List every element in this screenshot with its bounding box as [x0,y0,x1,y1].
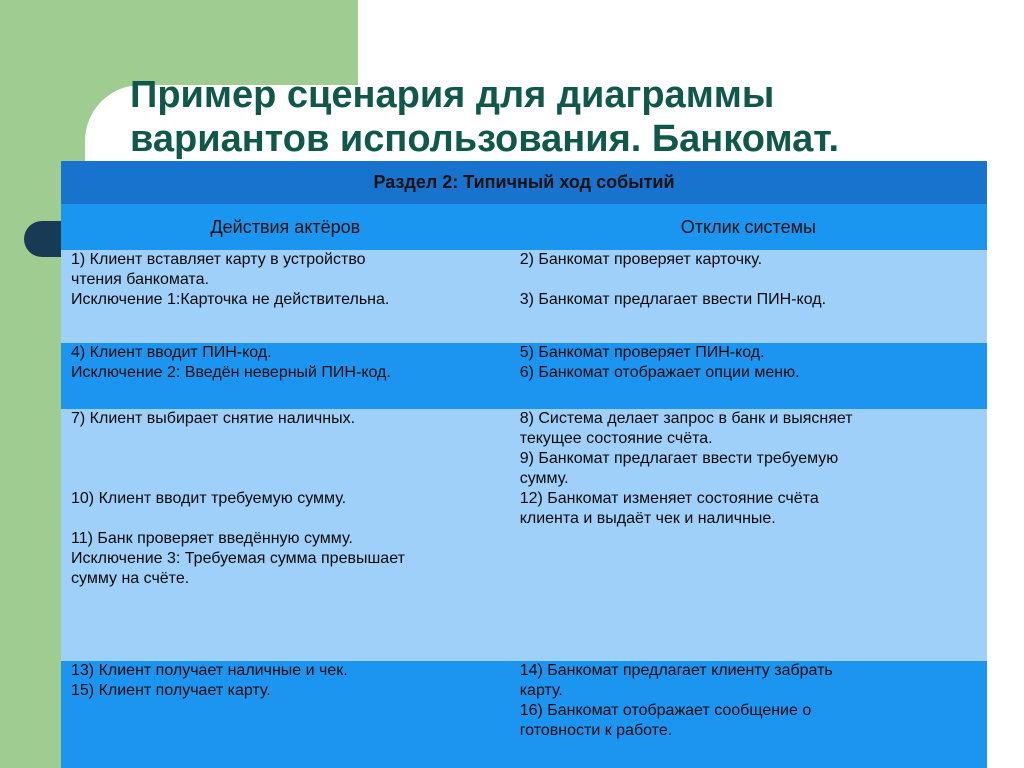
table-row [61,661,987,768]
table-row [61,250,987,343]
actor-action-cell: 4) Клиент вводит ПИН-код. Исключение 2: Введён неверный ПИН-код. [61,343,510,409]
system-response-cell: 14) Банкомат предлагает клиенту забрать карту. 16) Банкомат отображает сообщение о готовности к работе. [510,661,987,768]
column-header-actor-actions: Действия актёров [61,204,510,250]
actor-action-cell: 13) Клиент получает наличные и чек. 15) Клиент получает карту. [61,661,510,768]
actor-action-cell: 7) Клиент выбирает снятие наличных. 10) Клиент вводит требуемую сумму. 11) Банк проверяет введённую сумму. Исключение 3: Требуемая сумма превышает сумму на счёте. [61,409,510,661]
table-section-header-row [61,161,987,204]
column-header-system-response: Отклик системы [510,204,987,250]
table-row [61,409,987,661]
system-response-cell: 8) Система делает запрос в банк и выясняет текущее состояние счёта. 9) Банкомат предлагает ввести требуемую сумму. 12) Банкомат изменяет состояние счёта клиента и выдаёт чек и наличные. [510,409,987,661]
slide-title: Пример сценария для диаграммы вариантов использования. Банкомат. [130,74,840,160]
system-response-cell: 2) Банкомат проверяет карточку. 3) Банкомат предлагает ввести ПИН-код. [510,250,987,343]
table-row [61,343,987,409]
table-column-header-row [61,204,987,250]
system-response-cell: 5) Банкомат проверяет ПИН-код. 6) Банкомат отображает опции меню. [510,343,987,409]
actor-action-cell: 1) Клиент вставляет карту в устройство чтения банкомата. Исключение 1:Карточка не действительна. [61,250,510,343]
section-title: Раздел 2: Типичный ход событий [61,161,987,204]
scenario-table [61,161,987,768]
